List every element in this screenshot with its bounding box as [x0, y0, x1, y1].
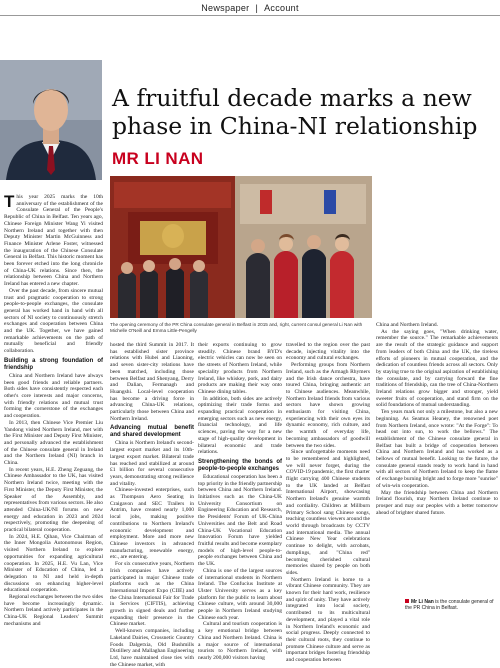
author-name: Mr Li Nan	[411, 599, 434, 605]
paragraph: For six consecutive years, Northern Irish companies have actively participated in major Chinese trade platforms such as the China International Import Expo (CIIE) and the China International Fair for Trade in Services (CIFTIS), achieving growth in signed deals and further expanding their presence in the Chinese market.	[110, 561, 194, 628]
subheading: Strengthening the bonds of people-to-people exchanges	[198, 458, 282, 472]
paragraph: Educational cooperation has been a top priority in the friendly partnership between China and Northern Ireland. Initiatives such as the China-UK University Consortium on Engineering Education and Research, the Presidents' Forum of UK-China Universities and the Belt and Road China-UK Vocational Education Innovation Forum have yielded fruitful results and become exemplary models of high-level people-to-people exchanges between China and the UK.	[198, 473, 282, 568]
subsection-label: Account	[264, 3, 299, 13]
article-column-1	[4, 194, 103, 640]
paragraph: hosted the third Summit in 2017. It has established sister province relations with Hubei and Liaoning, and seven sister-city relations have been matched, including those between Belfast and Shenyang, Derry and Dalian, Fermanagh and Huangshi. Local-level cooperation has become a driving force in advancing China-UK relations, particularly those between China and Northern Ireland.	[110, 342, 194, 422]
paragraph: In addition, both sides are actively optimizing their trade forms and expanding practical cooperation in emerging sectors such as new energy, financial technology, and life sciences, paving the way for a new stage of high-quality development in bilateral economic and trade relations.	[198, 395, 282, 456]
paragraph: As the saying goes, "When drinking water, remember the source." The remarkable achievements are the result of the strategic guidance and support from leaders of both China and the UK, the tireless efforts of pioneers in mutual cooperation, and the dedication of countless friends across all sectors. Only by staying true to the original aspiration of establishing the consulate, and by carrying forward the fine traditions of friendship, can the tree of China-Northern Ireland relations grow bigger and stronger, yield sweeter fruits of cooperation, and stand firm on the solid foundations of mutual understanding.	[376, 328, 498, 409]
article-column-4	[286, 342, 370, 664]
subheading: Advancing mutual benefit and shared development	[110, 425, 194, 439]
paragraph: Since unforgettable moments need to be remembered and highlighted, we will never forget, during the COVID-19 pandemic, the first charter flight carrying 400 Chinese students to the UK landed at Belfast International Airport, showcasing Northern Ireland's genuine warmth and cordiality. Children at Millburn Primary School sang Chinese songs, teaching countless viewers around the world through broadcasts by CCTV and international media. The annual Chinese New Year celebrations continue to delight, with acrobats, dumplings, and "China red" becoming cherished cultural memories shared by people on both sides.	[286, 449, 370, 576]
article-column-3	[198, 342, 282, 661]
paragraph: Ten years mark not only a milestone, but also a new beginning. As Seamus Heaney, the renowned poet from Northern Ireland, once wrote: "At the Forge": To head out into sun, to work the bellows." The establishment of the Chinese consulate general in Belfast has built a bridge of cooperation between China and Northern Ireland and has worked as a bellows of mutual benefit. Looking to the future, the consulate general stands ready to work hand in hand with all sectors of Northern Ireland to keep the flame of exchange burning bright and to forge more "sunrise" of win-win cooperation.	[376, 409, 498, 489]
section-header: Newspaper | Account	[201, 3, 299, 13]
author-portrait	[0, 60, 102, 180]
paragraph: China and Northern Ireland.	[376, 322, 439, 328]
photo-caption: The opening ceremony of the PR China consulate general in Belfast in 2015 and, right, current consul general Li Nan with Michelle O'Neill and Emma Little-Pengelly	[110, 322, 363, 333]
paragraph: Over the past decade, from sincere mutual trust and pragmatic cooperation to strong people-to-people exchanges, the consulate general has worked hand in hand with all sectors of NI society to continuously stretch exchanges and cooperation between China and the UK. Together, we have gained remarkable achievements on the path of mutually beneficial and friendly collaboration.	[4, 287, 103, 355]
paragraph: Northern Ireland is home to a vibrant Chinese community. They are known for their hard work, resilience and spirit of unity. They have actively integrated into local society, contributed to its multicultural development, and played a vital role in Northern Ireland's economic and social progress. Deeply connected to their cultural roots, they continue to promote Chinese culture and serve as important bridges fostering friendship and cooperation between	[286, 576, 370, 664]
paragraph: This year 2025 marks the 10th anniversary of the establishment of the Consulate General of the People's Republic of China in Belfast. Ten years ago, Chinese Foreign Minister Wang Yi visited Northern Ireland and together with then Deputy Minister Martin McGuinness and Finance Minister Arlene Foster, witnessed the inauguration of the Chinese Consulate General in Belfast. This historic moment has been forever etched into the long chronicle of China-UK relations. Since then, the relationship between China and Northern Ireland has entered a new chapter.	[4, 192, 103, 288]
paragraph: In 2013, then Chinese Vice Premier Liu Yandong visited Northern Ireland, met with the First Minister and Deputy First Minister, and personally advanced the establishment of the Chinese consulate general in Ireland and the Northern Ireland (NI) branch in China.	[4, 419, 103, 467]
subheading: Building a strong foundation of friendship	[4, 357, 103, 371]
paragraph: travelled to the region over the past decade, injecting vitality into the economy and cultural exchanges.	[286, 342, 370, 362]
article-column-2	[110, 342, 194, 668]
byline: MR LI NAN	[112, 149, 204, 168]
author-bio-text: is the consulate general of the PR China in Belfast.	[405, 599, 494, 611]
section-label: Newspaper	[201, 3, 250, 13]
paragraph: Cultural and tourism cooperation is a key emotional bridge between China and Northern Ireland. China is a major source of international tourists to Northern Ireland, with nearly 200,000 visitors having	[198, 621, 282, 661]
paragraph: China is Northern Ireland's second-largest export market and its 10th-largest export market. Bilateral trade has reached and stabilized at around £1 billion for several consecutive years, demonstrating strong resilience and vitality.	[110, 440, 194, 487]
ceremony-photo	[110, 176, 372, 318]
drop-cap: T	[4, 192, 15, 211]
paragraph: Regional exchanges between the two sides have become increasingly dynamic. Northern Ireland actively participates in the China-UK Regional Leaders' Summit mechanisms and	[4, 594, 103, 627]
paragraph: China and Northern Ireland have always been good friends and reliable partners. Both sides have consistently respected each other's core interests and major concerns, with friendly relations and mutual trust forming the cornerstone of the exchanges and cooperation.	[4, 372, 103, 420]
author-bio	[405, 599, 497, 611]
paragraph: Chinese-invested enterprises, such as Thompson Aero Seating in Craigavon and SEC Trailers in Antrim, have created nearly 1,000 local jobs, making positive contributions to Northern Ireland's economic development and employment. More and more new Chinese investors in advanced manufacturing, renewable energy, etc., are entering.	[110, 487, 194, 561]
paragraph: May the friendship between China and Northern Ireland flourish, may Northern Ireland continue to prosper and may our peoples with a better tomorrow ahead of brighter shared future.	[376, 489, 498, 516]
bullet-square-icon	[405, 599, 409, 603]
paragraph: Well-known companies, including Lakeland Dairies, Crossnetic Country Foods Dalgetxia, Old Bushmills Distillery and Mallaghan Engineering Ltd, have maintained close ties with the Chinese market, with	[110, 628, 194, 668]
paragraph: their exports continuing to grow steadily. Chinese brand BYD's electric vehicles can now be seen on the streets of Northern Ireland, while speciality products from Northern Ireland, like whiskey, pork, and dairy products are making their way onto Chinese dining tables.	[198, 342, 282, 395]
paragraph: In 2024, H.E. Qihan, Vice Chairman of the Inner Mongolia Autonomous Region, visited Northern Ireland to explore opportunities for expanding agricultural cooperation. In 2025, H.E. Vu Lan, Vice Minister of Education of China, led a delegation to NI and held in-depth discussions on enhancing higher-level educational cooperation.	[4, 533, 103, 594]
paragraph: In recent years, H.E. Zheng Zeguang, the Chinese Ambassador to the UK, has visited Northern Ireland twice, meeting with the First Minister, the Deputy First Minister, the Speaker of the Assembly, and representatives from various sectors. He also attended China-UK/NI forums on new energy and education in 2023 and 2024 respectively, promoting the deepening of practical bilateral cooperation.	[4, 466, 103, 534]
article-headline: A fruitful decade marks a new phase in China-NI relationship	[112, 84, 478, 140]
paragraph: Performing groups from Northern Ireland, such as the Armagh Rhymers and the Irish dance orchestra, have toured China, bringing authentic art to Chinese audiences. Meanwhile, Northern Ireland friends from various sectors have shown growing enthusiasm for visiting China, experiencing with their own eyes its dynamic economy, rich culture, and the warmth of everyday life, becoming ambassadors of goodwill between the two sides.	[286, 362, 370, 449]
paragraph: China is one of the largest sources of international students in Northern Ireland. The Confucius Institute at Ulster University serves as a key platform for the public to learn about Chinese culture, with around 30,000 people in Northern Ireland studying Chinese each year.	[198, 567, 282, 621]
header-rule	[0, 15, 500, 16]
article-column-5	[376, 322, 498, 578]
